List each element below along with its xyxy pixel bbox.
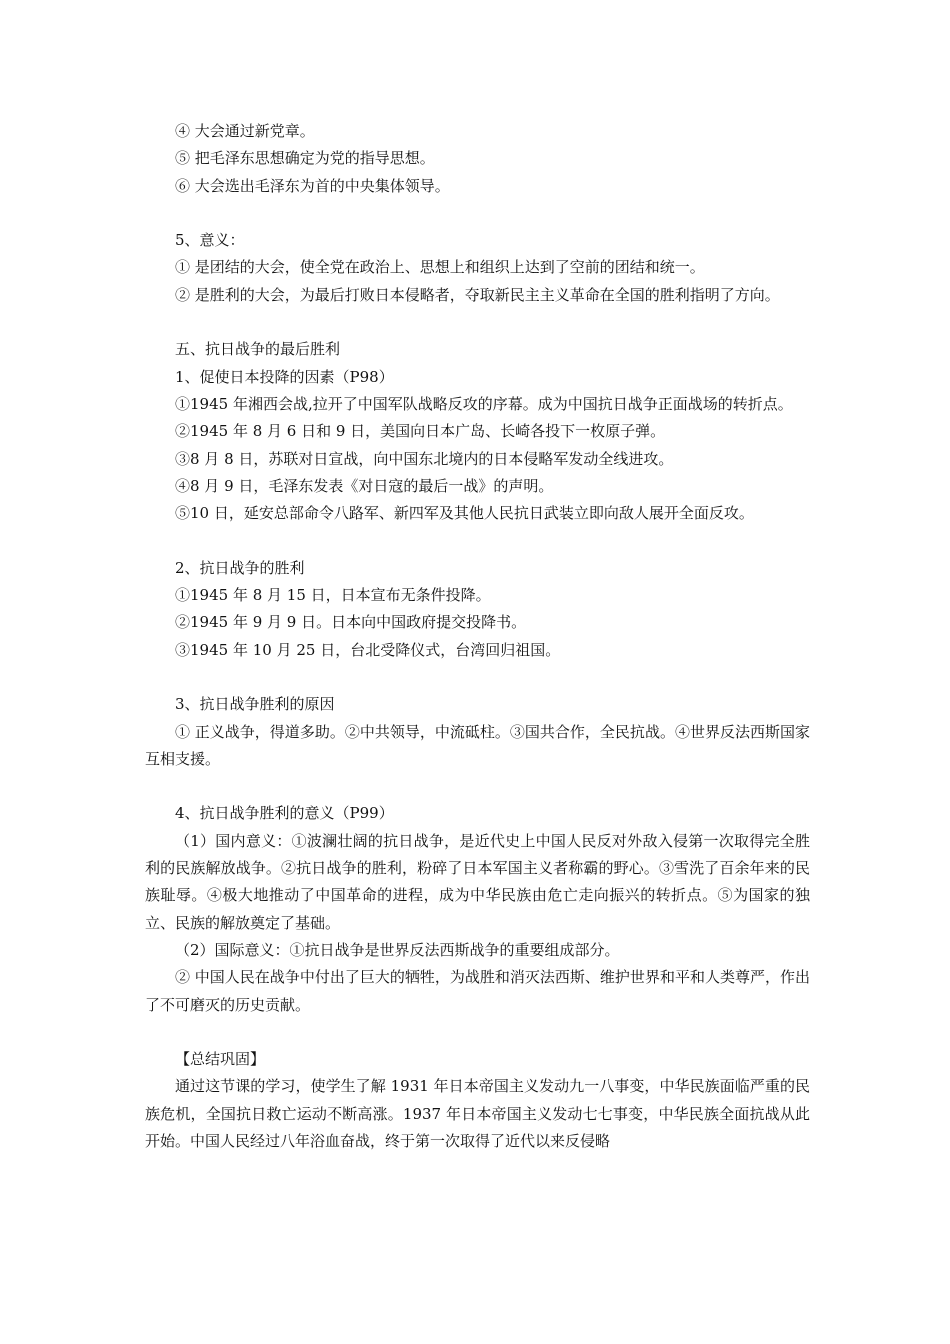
summary-text: 通过这节课的学习，使学生了解 1931 年日本帝国主义发动九一八事变，中华民族面临严重的民族危机，全国抗日救亡运动不断高涨。1937 年日本帝国主义发动七七事变，中华民族全面抗战从此开始。中国人民经过八年浴血奋战，终于第一次取得了近代以来反侵略 xyxy=(145,1077,810,1150)
part5-title: 五、抗日战争的最后胜利 xyxy=(175,340,341,359)
factor-item-2: ②1945 年 8 月 6 日和 9 日，美国向日本广岛、长崎各投下一枚原子弹。 xyxy=(175,422,666,441)
summary-heading: 【总结巩固】 xyxy=(175,1050,266,1069)
significance-heading: 5、意义： xyxy=(175,231,245,250)
factor-item-1: ①1945 年湘西会战,拉开了中国军队战略反攻的序幕。成为中国抗日战争正面战场的转折点。 xyxy=(175,394,793,413)
significance-item-2: ② 是胜利的大会，为最后打败日本侵略者，夺取新民主主义革命在全国的胜利指明了方向。 xyxy=(175,285,780,304)
victory-item-1: ①1945 年 8 月 15 日，日本宣布无条件投降。 xyxy=(175,586,491,605)
congress-item-4: ④ 大会通过新党章。 xyxy=(175,122,315,140)
meaning-heading: 4、抗日战争胜利的意义（P99） xyxy=(175,804,394,823)
factor-item-5: ⑤10 日，延安总部命令八路军、新四军及其他人民抗日武装立即向敌人展开全面反攻。 xyxy=(175,504,754,523)
victory-heading: 2、抗日战争的胜利 xyxy=(175,558,305,577)
congress-item-6: ⑥ 大会选出毛泽东为首的中央集体领导。 xyxy=(175,176,450,195)
victory-item-3: ③1945 年 10 月 25 日，台北受降仪式，台湾回归祖国。 xyxy=(175,640,561,659)
spacer xyxy=(145,200,810,227)
document-body xyxy=(145,118,810,1155)
meaning-domestic: （1）国内意义：①波澜壮阔的抗日战争，是近代史上中国人民反对外敌入侵第一次取得完全胜利的民族解放战争。②抗日战争的胜利，粉碎了日本军国主义者称霸的野心。③雪洗了百余年来的民族耻辱。④极大地推动了中国革命的进程，成为中华民族由危亡走向振兴的转折点。⑤为国家的独立、民族的解放奠定了基础。 xyxy=(145,831,810,932)
factors-heading: 1、促使日本投降的因素（P98） xyxy=(175,367,394,386)
significance-item-1: ① 是团结的大会，使全党在政治上、思想上和组织上达到了空前的团结和统一。 xyxy=(175,258,705,277)
congress-item-5: ⑤ 把毛泽东思想确定为党的指导思想。 xyxy=(175,149,435,168)
factor-item-3: ③8 月 8 日，苏联对日宣战，向中国东北境内的日本侵略军发动全线进攻。 xyxy=(175,449,674,468)
factor-item-4: ④8 月 9 日，毛泽东发表《对日寇的最后一战》的声明。 xyxy=(175,476,554,495)
meaning-international: （2）国际意义：①抗日战争是世界反法西斯战争的重要组成部分。 xyxy=(175,940,620,959)
reasons-heading: 3、抗日战争胜利的原因 xyxy=(175,695,335,714)
spacer xyxy=(145,527,810,554)
spacer xyxy=(145,773,810,800)
reasons-text: ① 正义战争，得道多助。②中共领导，中流砥柱。③国共合作，全民抗战。④世界反法西斯国家互相支援。 xyxy=(145,722,810,768)
spacer xyxy=(145,309,810,336)
spacer xyxy=(145,1019,810,1046)
spacer xyxy=(145,664,810,691)
victory-item-2: ②1945 年 9 月 9 日。日本向中国政府提交投降书。 xyxy=(175,613,527,632)
meaning-international-2: ② 中国人民在战争中付出了巨大的牺牲，为战胜和消灭法西斯、维护世界和平和人类尊严，作出了不可磨灭的历史贡献。 xyxy=(145,968,810,1014)
